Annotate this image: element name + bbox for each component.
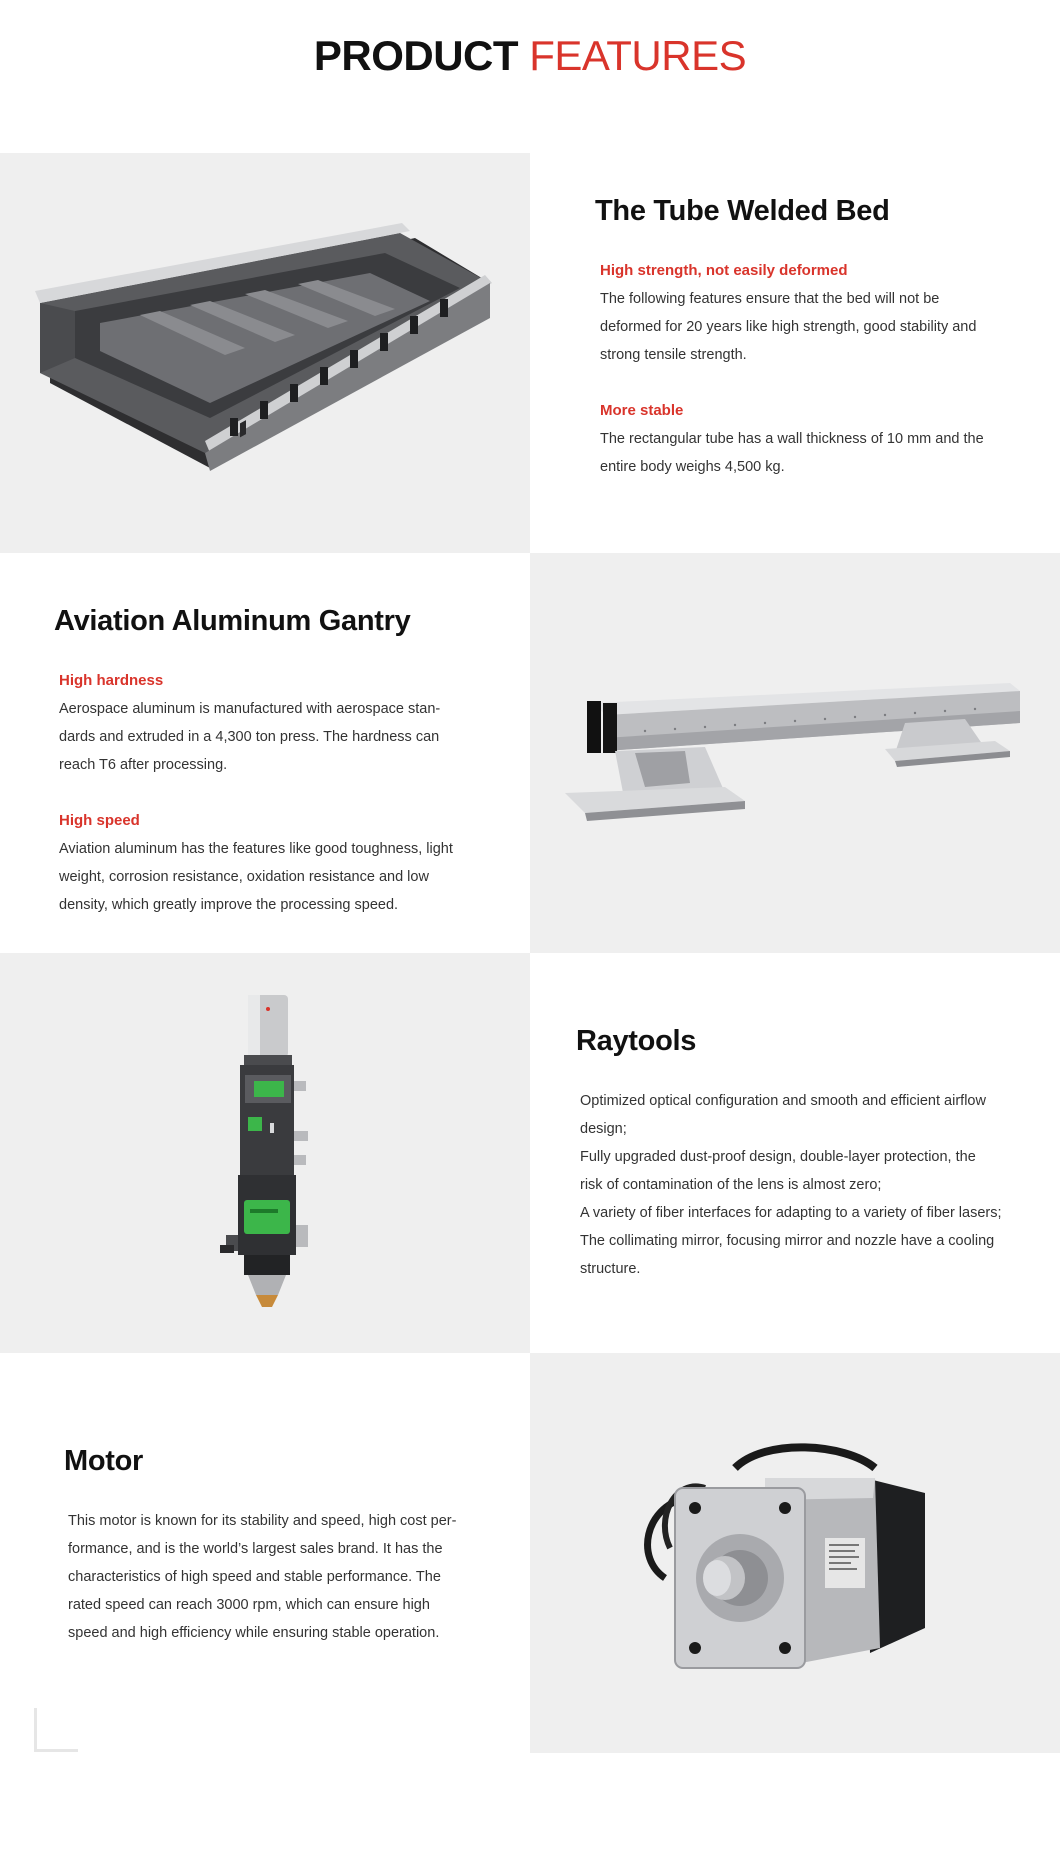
corner-decoration: [34, 1708, 78, 1752]
gantry-image-panel: [530, 553, 1060, 953]
welded-bed-line: The rectangular tube has a wall thickness of 10 mm and the: [600, 431, 984, 447]
page-title-bold: PRODUCT: [313, 32, 519, 79]
welded-bed-line: entire body weighs 4,500 kg.: [600, 459, 785, 475]
welded-bed-line: strong tensile strength.: [600, 347, 747, 363]
raytools-line: risk of contamination of the lens is almost zero;: [580, 1177, 882, 1193]
page-title-accent: FEATURES: [529, 32, 747, 79]
welded-bed-text: [600, 257, 1020, 481]
section-title-welded-bed: The Tube Welded Bed: [595, 195, 890, 227]
servo-motor-illustration-icon: [625, 1438, 965, 1678]
gantry-line: density, which greatly improve the processing speed.: [59, 897, 399, 913]
motor-text: [68, 1507, 488, 1647]
raytools-line: A variety of fiber interfaces for adapting to a variety of fiber lasers;: [580, 1205, 1002, 1221]
motor-line: formance, and is the world’s largest sales brand. It has the: [68, 1541, 443, 1557]
gantry-illustration-icon: [565, 683, 1045, 833]
welded-bed-subtitle-1: High strength, not easily deformed: [600, 262, 848, 279]
gantry-text-panel: [0, 553, 530, 953]
section-title-motor: Motor: [64, 1445, 144, 1477]
welded-bed-illustration-icon: [30, 223, 500, 473]
section-title-raytools: Raytools: [576, 1025, 697, 1057]
welded-bed-line: The following features ensure that the bed will not be: [600, 291, 940, 307]
laser-head-illustration-icon: [220, 995, 325, 1315]
raytools-line: The collimating mirror, focusing mirror and nozzle have a cooling: [580, 1233, 995, 1249]
section-title-gantry: Aviation Aluminum Gantry: [54, 605, 411, 637]
motor-line: This motor is known for its stability and speed, high cost per-: [68, 1513, 457, 1529]
raytools-text: [580, 1087, 1030, 1283]
gantry-line: reach T6 after processing.: [59, 757, 228, 773]
gantry-subtitle-1: High hardness: [59, 672, 164, 689]
welded-bed-subtitle-2: More stable: [600, 402, 684, 419]
raytools-line: design;: [580, 1121, 627, 1137]
motor-text-panel: [0, 1353, 530, 1753]
raytools-line: Fully upgraded dust-proof design, double-layer protection, the: [580, 1149, 976, 1165]
page-title: [0, 30, 1060, 82]
motor-line: speed and high efficiency while ensuring stable operation.: [68, 1625, 440, 1641]
motor-image-panel: [530, 1353, 1060, 1753]
welded-bed-text-panel: [530, 153, 1060, 553]
welded-bed-image-panel: [0, 153, 530, 553]
laser-head-image-panel: [0, 953, 530, 1353]
gantry-line: dards and extruded in a 4,300 ton press. The hardness can: [59, 729, 440, 745]
raytools-text-panel: [530, 953, 1060, 1353]
welded-bed-line: deformed for 20 years like high strength, good stability and: [600, 319, 977, 335]
raytools-line: structure.: [580, 1261, 641, 1277]
gantry-text: [59, 667, 479, 919]
motor-line: rated speed can reach 3000 rpm, which can ensure high: [68, 1597, 430, 1613]
gantry-subtitle-2: High speed: [59, 812, 140, 829]
gantry-line: weight, corrosion resistance, oxidation resistance and low: [59, 869, 429, 885]
motor-line: characteristics of high speed and stable performance. The: [68, 1569, 441, 1585]
gantry-line: Aerospace aluminum is manufactured with aerospace stan-: [59, 701, 441, 717]
gantry-line: Aviation aluminum has the features like good toughness, light: [59, 841, 453, 857]
raytools-line: Optimized optical configuration and smooth and efficient airflow: [580, 1093, 986, 1109]
